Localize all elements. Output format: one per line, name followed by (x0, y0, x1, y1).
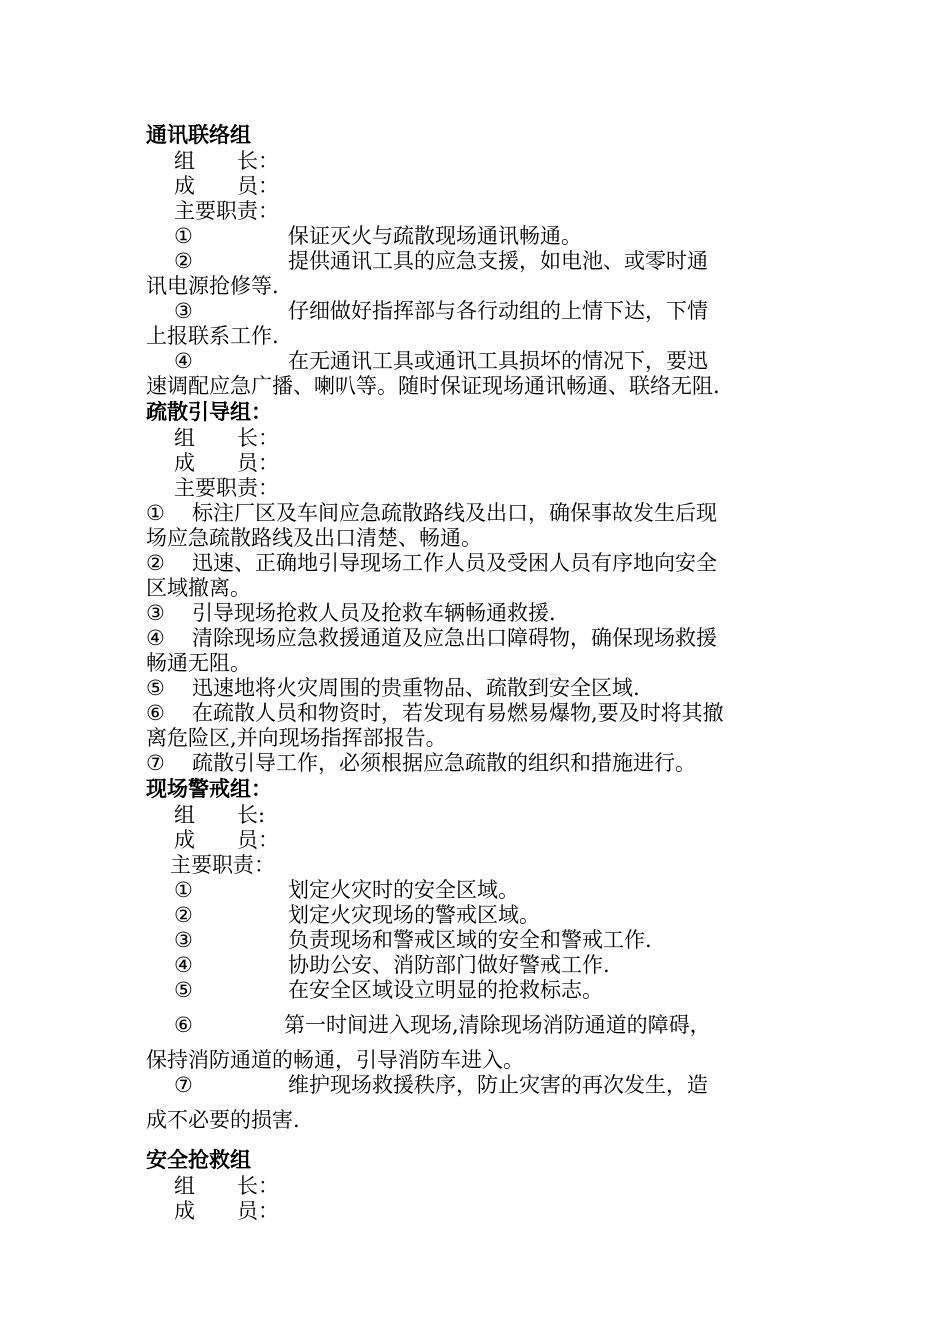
item-text: 第一时间进入现场,清除现场消防通道的障碍， (284, 1013, 711, 1037)
list-item (146, 224, 808, 249)
item-text: 划定火灾现场的警戒区域。 (288, 903, 540, 927)
list-item (146, 928, 808, 953)
duties-label: 主要职责： (174, 199, 279, 223)
group-title-security: 现场警戒组： (146, 777, 272, 801)
item-continuation: 场应急疏散路线及出口清楚、畅通。 (146, 526, 482, 550)
item-number: ② (174, 903, 193, 927)
item-text: 标注厂区及车间应急疏散路线及出口，确保事故发生后现 (192, 501, 717, 525)
item-number: ③ (174, 928, 193, 952)
item-number: ⑦ (174, 1073, 193, 1097)
list-item (146, 751, 808, 776)
item-number: ① (174, 878, 193, 902)
item-continuation: 离危险区,并向现场指挥部报告。 (146, 726, 447, 750)
group-title-evacuation: 疏散引导组： (146, 400, 272, 424)
member-label: 成 员： (174, 1199, 279, 1223)
item-text: 仔细做好指挥部与各行动组的上情下达，下情 (288, 299, 708, 323)
document-page (146, 122, 808, 1224)
item-number: ① (174, 224, 193, 248)
item-text: 在无通讯工具或通讯工具损坏的情况下，要迅 (288, 349, 708, 373)
item-number: ② (146, 551, 165, 575)
item-text: 在疏散人员和物资时，若发现有易燃易爆物,要及时将其撤 (192, 701, 724, 725)
leader-label: 组 长： (174, 426, 279, 450)
member-label: 成 员： (174, 174, 279, 198)
item-text: 疏散引导工作，必须根据应急疏散的组织和措施进行。 (192, 751, 696, 775)
item-continuation: 畅通无阻。 (146, 651, 251, 675)
item-number: ② (174, 249, 193, 273)
list-item (146, 349, 808, 374)
item-text: 清除现场应急救援通道及应急出口障碍物，确保现场救援 (192, 626, 717, 650)
list-item (146, 1013, 808, 1038)
leader-label: 组 长： (174, 149, 279, 173)
item-continuation: 成不必要的损害. (146, 1108, 300, 1132)
list-item (146, 903, 808, 928)
item-text: 提供通讯工具的应急支援，如电池、或零时通 (288, 249, 708, 273)
item-text: 迅速地将火灾周围的贵重物品、疏散到安全区域. (192, 676, 640, 700)
item-text: 迅速、正确地引导现场工作人员及受困人员有序地向安全 (192, 551, 717, 575)
duties-label: 主要职责： (170, 853, 275, 877)
item-number: ⑤ (146, 676, 165, 700)
item-text: 保证灭火与疏散现场通讯畅通。 (288, 224, 582, 248)
item-text: 维护现场救援秩序，防止灾害的再次发生，造 (288, 1073, 708, 1097)
list-item (146, 1073, 808, 1098)
item-continuation: 上报联系工作. (146, 324, 279, 348)
group-title-communication: 通讯联络组 (146, 123, 251, 147)
item-number: ④ (174, 953, 193, 977)
list-item (146, 953, 808, 978)
list-item (146, 701, 808, 726)
list-item (146, 601, 808, 626)
item-text: 引导现场抢救人员及抢救车辆畅通救援. (192, 601, 556, 625)
list-item (146, 878, 808, 903)
item-number: ⑦ (146, 751, 165, 775)
item-number: ③ (146, 601, 165, 625)
group-title-rescue: 安全抢救组 (146, 1148, 251, 1172)
list-item (146, 551, 808, 576)
leader-label: 组 长： (174, 1174, 279, 1198)
list-item (146, 978, 808, 1003)
duties-label: 主要职责： (174, 476, 279, 500)
item-number: ③ (174, 299, 193, 323)
item-number: ④ (146, 626, 165, 650)
item-text: 负责现场和警戒区域的安全和警戒工作. (288, 928, 652, 952)
item-continuation: 讯电源抢修等. (146, 274, 279, 298)
list-item (146, 501, 808, 526)
item-text: 协助公安、消防部门做好警戒工作. (288, 953, 610, 977)
item-number: ⑥ (174, 1013, 193, 1037)
list-item (146, 249, 808, 274)
item-continuation: 区域撤离。 (146, 576, 251, 600)
item-number: ⑤ (174, 978, 193, 1002)
member-label: 成 员： (174, 451, 279, 475)
list-item (146, 626, 808, 651)
list-item (146, 299, 808, 324)
leader-label: 组 长: (174, 803, 266, 827)
member-label: 成 员： (174, 828, 279, 852)
item-continuation: 速调配应急广播、喇叭等。随时保证现场通讯畅通、联络无阻. (146, 374, 720, 398)
item-number: ① (146, 501, 165, 525)
item-text: 划定火灾时的安全区域。 (288, 878, 519, 902)
item-text: 在安全区域设立明显的抢救标志。 (288, 978, 603, 1002)
list-item (146, 676, 808, 701)
item-number: ⑥ (146, 701, 165, 725)
item-number: ④ (174, 349, 193, 373)
item-continuation: 保持消防通道的畅通，引导消防车进入。 (146, 1048, 524, 1072)
